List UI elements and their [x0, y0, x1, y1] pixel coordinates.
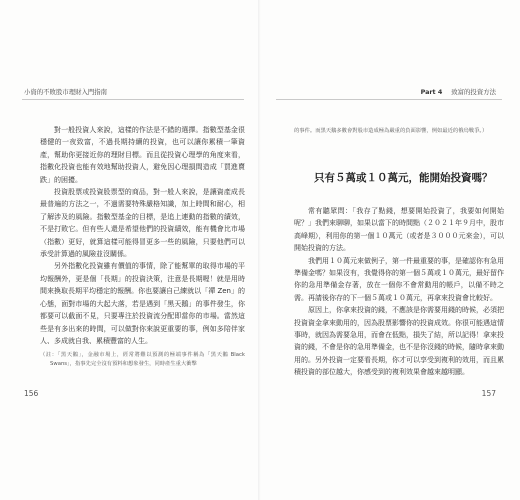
- body-paragraph: 我們用１０萬元來做例子，第一件最重要的事，是確認你有急用準備金嗎？如果沒有，我覺得你的第一個５萬或１０萬元，最好留作你的急用準備金存著，放在一個你不會常動用的帳戶，以備不時之需。再請後你存的下一個５萬或１０萬元，再拿來投資會比較好。: [294, 256, 504, 302]
- body-paragraph: 另外指數化投資雖有價值的事情，除了能幫單的取得市場的平均報酬外，更是個「長期」的投資決策，注意是長期喔！就是用時間來換取長期平均穩定的報酬。你也要讓自己練就以「禪 Zen」的心態，面對市場的大起大落，若是遇到「黑天鵝」的事件發生，你都要可以截面不見，只要專注於投資流分配即當你的市場。當然這些是有多出來的時間，可以做對你來說更重要的事，例如多陪伴家人、多成就自我、累積豐富的人生。: [40, 262, 245, 345]
- body-paragraph: 常有聽眾問：「我存了點錢，想要開始投資了，我要如何開始呢？」我們來聊聊，如果以當下的時間點（２０２１年９月中，股市高峰期），利用你的第一個１０萬元（或者是３０００元來金），可以開始投資的方法。: [294, 207, 504, 253]
- section-title: 只有５萬或１０萬元，能開始投資嗎？: [314, 172, 493, 184]
- left-running-header: 小資的不敗股市理財入門指南: [24, 88, 108, 96]
- body-paragraph: 原因上，你拿來投資的錢，不應該是你需要用錢的時候，必須把投資資金拿來動用的，因為股票影響你的投資成效。你很可能遇這情事時，就因為需要急用，而會在低點，損失了結，所以記得！拿來投資的錢，不會是你的急用準備金，也不是你沒錢的時候，隨時拿來動用的。另外投資一定要看長期，你才可以享受到複利的效用，而且累積投資的部位越大，你感受到的複利效果會越來越明顯。: [294, 306, 504, 377]
- chapter-title: 致富的投資方法: [451, 88, 496, 96]
- body-paragraph: 對一般投資人來說，這樣的作法是不錯的選擇。指數型基金很穩健的一夜致富，不過長期持續的投資，也可以讓你累積一筆資產，幫助你更接近你的理財目標。而且從投資心理學的角度來看，指數化投資也能有效地幫助投資人，避免因心理損間造成「買進賣跌」的困擾。: [40, 126, 245, 184]
- page-number-right: 157: [481, 389, 496, 398]
- page-number-left: 156: [24, 389, 39, 398]
- footnote: （註：「黑天鵝」，金融市場上，經常將難以預測的極端事件稱為「黑天鵝 Black Swans」，指事先完全沒有預料和想象發生，同時產生重大衝擊: [40, 352, 245, 368]
- body-paragraph: 投資股票或投資股票型的商品，對一般人來說，是讓資產成長最普遍的方法之一，不過需要特殊嚴格知識，加上時間和耐心，相了解涉及的風險。指數型基金的目標，是追上連動的指數的績效，不是打敗它。但有些人還是希望他們的投資績效，能有機會比市場（指數）更好，就算這樣可能得冒更多一些的風險，只要他們可以承受計算過的風險並沒關係。: [40, 188, 245, 259]
- right-running-header: [421, 87, 496, 96]
- footnote-continuation: 的事件。而黑天鵝多數會對股市造成極為嚴重的負面影響，例如最近的俄烏戰爭。）: [294, 128, 488, 134]
- left-page-body: [40, 124, 245, 369]
- part-label: Part 4: [420, 88, 443, 96]
- right-page-body: [294, 205, 504, 379]
- left-header-rule: [22, 99, 244, 100]
- right-header-rule: [276, 99, 502, 100]
- book-gutter: [258, 0, 262, 500]
